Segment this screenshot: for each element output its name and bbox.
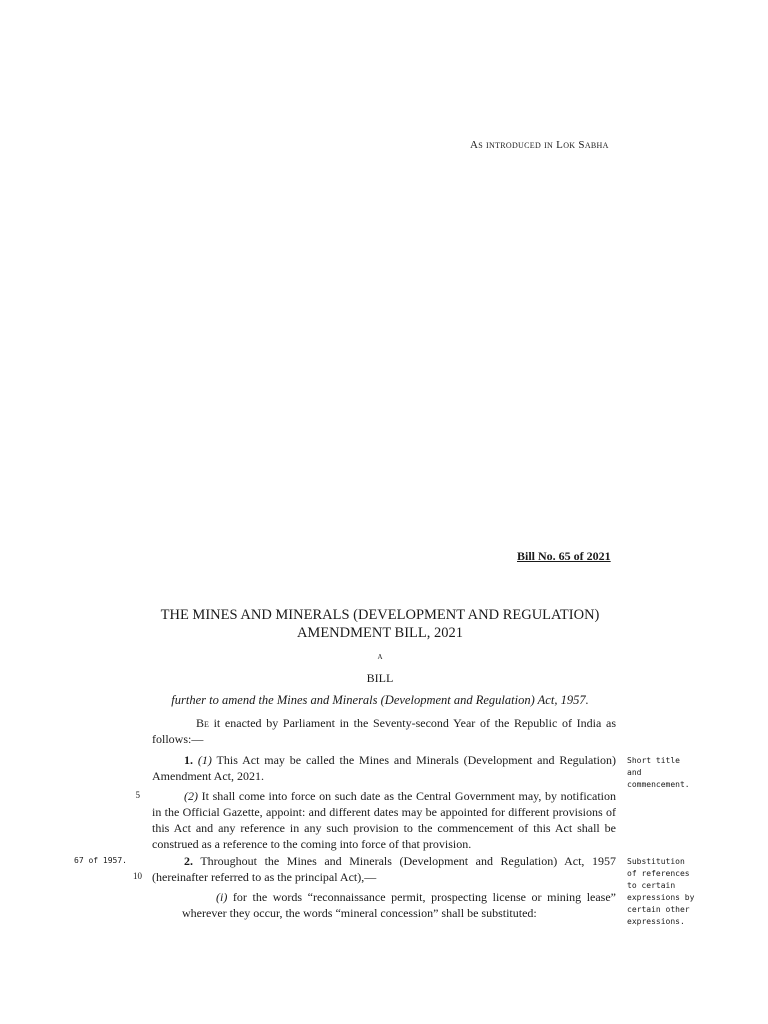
bill-title-line-2: AMENDMENT BILL, 2021 — [296, 625, 464, 641]
long-title: further to amend the Mines and Minerals (Development and Regulation) Act, 1957. — [171, 693, 589, 707]
section-1-subsection-2 — [152, 788, 616, 852]
section-1-number: 1. — [184, 753, 193, 767]
line-number-5: 5 — [135, 790, 140, 800]
enacting-formula — [152, 715, 616, 747]
subsection-1-text: This Act may be called the Mines and Minerals (Development and Regulation) Amendment Act, 2021. — [152, 753, 616, 783]
section-2-text: Throughout the Mines and Minerals (Development and Regulation) Act, 1957 (hereinafter referred to as the principal Act),— — [152, 854, 616, 884]
bill-title — [140, 606, 620, 642]
enacting-text: it enacted by Parliament in the Seventy-second Year of the Republic of India as follows:— — [152, 716, 616, 746]
section-1-subsection-1 — [152, 752, 616, 784]
section-2-clause-i — [182, 889, 616, 921]
section-2-number: 2. — [184, 854, 193, 868]
introduction-note: As introduced in Lok Sabha — [470, 139, 609, 151]
bill-title-line-1: THE MINES AND MINERALS (DEVELOPMENT AND REGULATION) — [160, 607, 600, 623]
subsection-1-label: (1) — [197, 753, 212, 767]
subsection-2-text: It shall come into force on such date as the Central Government may, by notification in the Official Gazette, appoint: and different dates may be appointed for different provisions of this Act and any reference in any such provision to the commencement of this Act shall be construed as a reference to the coming into force of that provision. — [152, 789, 616, 851]
clause-i-label: (i) — [216, 890, 228, 904]
left-marginal-reference: 67 of 1957. — [74, 856, 127, 865]
clause-i-text: for the words “reconnaissance permit, prospecting license or mining lease” wherever they occur, the words “mineral concession” shall be substituted: — [182, 890, 616, 920]
marginal-note-substitution: Substitution of references to certain expressions by certain other expressions. — [627, 857, 695, 926]
marginal-note-short-title: Short title and commencement. — [627, 756, 690, 789]
line-number-10: 10 — [133, 871, 142, 881]
article-a: A — [377, 653, 383, 661]
bill-number: Bill No. 65 of 2021 — [517, 549, 611, 563]
subsection-2-label: (2) — [184, 789, 198, 803]
enacting-lead: Be — [196, 716, 209, 730]
bill-label: BILL — [366, 671, 394, 685]
section-2 — [152, 853, 616, 885]
